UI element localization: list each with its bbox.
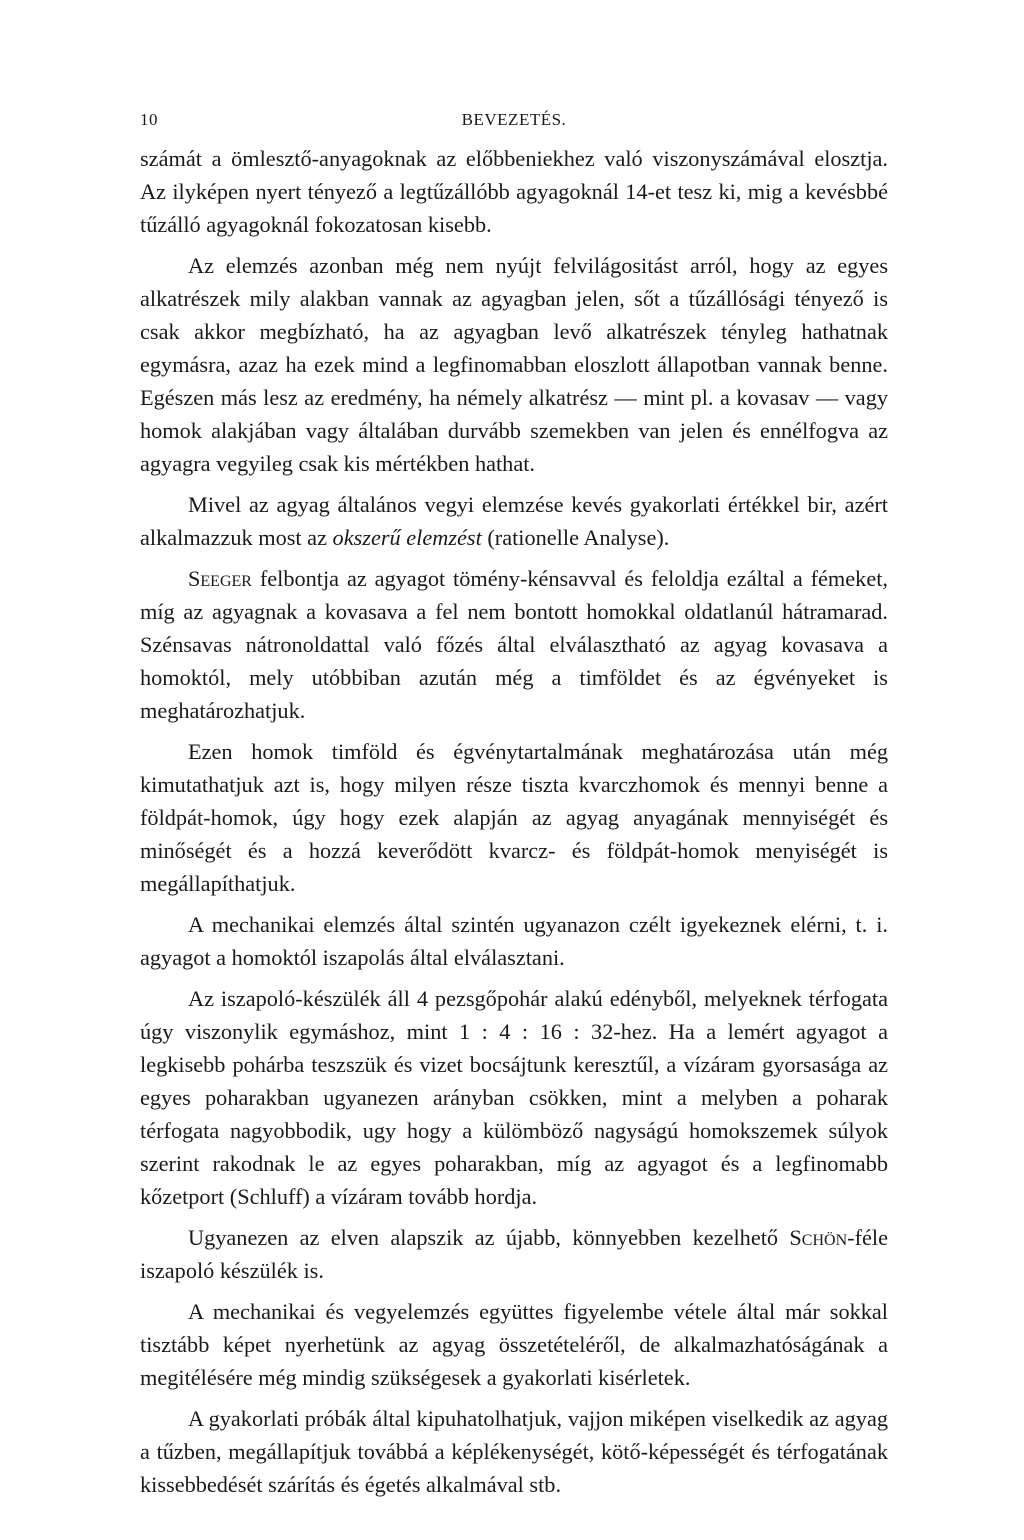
paragraph-text: Mivel az agyag általános vegyi elemzése kevés gyakorlati értékkel bir, azért alkalmazzuk most az xyxy=(140,492,888,550)
paragraph-text: Az iszapoló-készülék áll 4 pezsgőpohár alakú edényből, melyeknek térfogata úgy viszonylik egymáshoz, mint 1 : 4 : 16 : 32-hez. Ha a lemért agyagot a legkisebb pohárba teszszük és vizet bocsájtunk keresztűl, a vízáram gyorsasága az egyes poharakban ugyanezen arányban csökken, mint a melyben a poharak térfogata nagyobbodik, ugy hogy a külömböző nagyságú homokszemek súlyok szerint rakodnak le az egyes poharakban, míg az agyagot és a legfinomabb kőzetport (Schluff) a vízáram tovább hordja. xyxy=(140,986,888,1209)
running-header xyxy=(140,110,888,136)
page-number: 10 xyxy=(140,110,158,129)
paragraph xyxy=(140,249,888,480)
paragraph xyxy=(140,908,888,974)
paragraph-text: felbontja az agyagot tömény-kénsavval és feloldja ezáltal a fémeket, míg az agyagnak a kovasava a fel nem bontott homokkal oldatlanúl hátramarad. Szénsavas nátronoldattal való főzés által elválasztható az agyag kovasava a homoktól, mely utóbbiban azután még a timföldet és az égvényeket is meghatározhatjuk. xyxy=(140,566,888,723)
paragraph xyxy=(140,1295,888,1394)
paragraph-text: -féle iszapoló készülék is. xyxy=(140,1225,888,1283)
paragraph xyxy=(140,1221,888,1287)
paragraph xyxy=(140,735,888,900)
paragraph-text: Ugyanezen az elven alapszik az újabb, könnyebben kezelhető xyxy=(188,1225,790,1250)
paragraph xyxy=(140,562,888,727)
paragraph-text: Ezen homok timföld és égvénytartalmának meghatározása után még kimutathatjuk azt is, hogy milyen része tiszta kvarczhomok és mennyi benne a földpát-homok, úgy hogy ezek alapján az agyag anyagának mennyiségét és minőségét és a hozzá keverődött kvarcz- és földpát-homok menyiségét is megállapíthatjuk. xyxy=(140,739,888,896)
paragraph-text: A mechanikai elemzés által szintén ugyanazon czélt igyekeznek elérni, t. i. agyagot a homoktól iszapolás által elválasztani. xyxy=(140,912,888,970)
paragraph xyxy=(140,1402,888,1501)
emphasized-term: okszerű elemzést xyxy=(332,525,482,550)
paragraph-text: számát a ömlesztő-anyagoknak az előbbeniekhez való viszonyszámával elosztja. Az ilyképen nyert tényező a legtűzállóbb agyagoknál 14-et tesz ki, mig a kevésbbé tűzálló agyagoknál fokozatosan kisebb. xyxy=(140,146,888,237)
paragraph xyxy=(140,982,888,1213)
author-name: Schön xyxy=(789,1225,848,1250)
author-name: Seeger xyxy=(188,566,252,591)
paragraph-text: A gyakorlati próbák által kipuhatolhatjuk, vajjon miképen viselkedik az agyag a tűzben, megállapítjuk továbbá a képlékenységét, kötő-képességét és térfogatának kissebbedését szárítás és égetés alkalmával stb. xyxy=(140,1406,888,1497)
paragraph-text: (rationelle Analyse). xyxy=(481,525,670,550)
paragraph-text: A mechanikai és vegyelemzés együttes figyelembe vétele által már sokkal tisztább képet nyerhetünk az agyag összetételéről, de alkalmazhatóságának a megitélésére még mindig szükségesek a gyakorlati kisérletek. xyxy=(140,1299,888,1390)
paragraph xyxy=(140,488,888,554)
paragraph xyxy=(140,142,888,241)
page-body xyxy=(140,142,888,1509)
paragraph-text: Az elemzés azonban még nem nyújt felvilágositást arról, hogy az egyes alkatrészek mily alakban vannak az agyagban jelen, sőt a tűzállósági tényező is csak akkor megbízható, ha az agyagban levő alkatrészek tényleg hathatnak egymásra, azaz ha ezek mind a legfinomabban eloszlott állapotban vannak benne. Egészen más lesz az eredmény, ha némely alkatrész — mint pl. a kovasav — vagy homok alakjában vagy általában durvább szemekben van jelen és ennélfogva az agyagra vegyileg csak kis mértékben hathat. xyxy=(140,253,888,476)
running-title: BEVEZETÉS. xyxy=(461,110,567,129)
